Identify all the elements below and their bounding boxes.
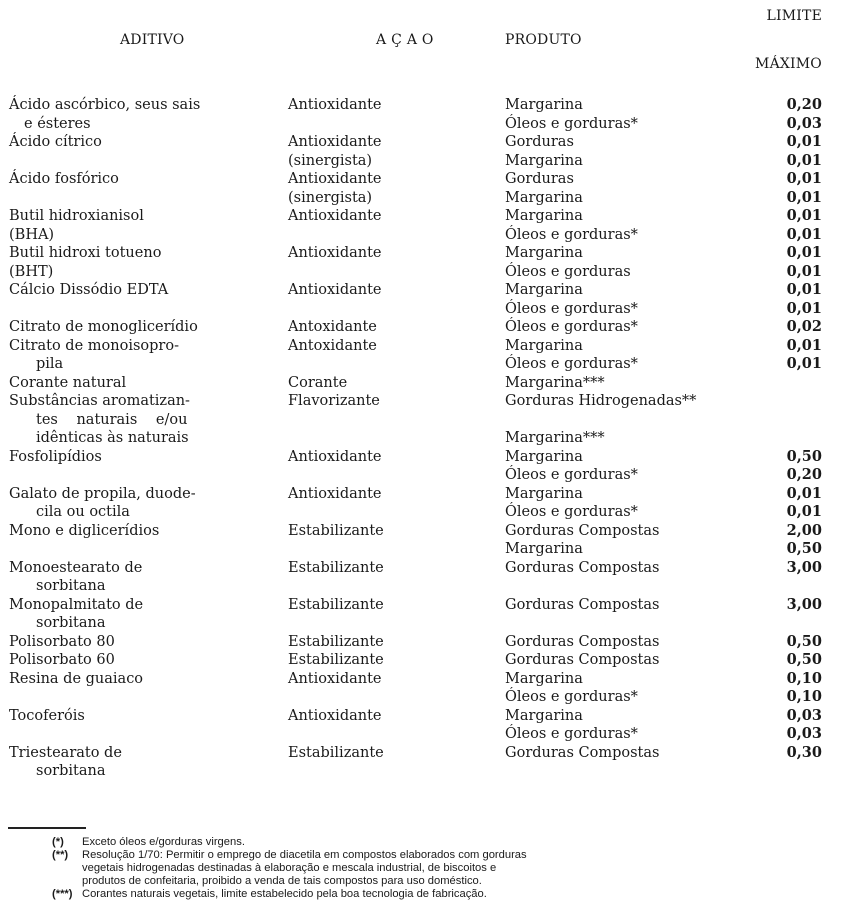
cell-aditivo: Monoestearato de — [9, 559, 143, 576]
cell-acao: (sinergista) — [288, 189, 373, 206]
cell-limite: 0,01 — [786, 225, 822, 243]
cell-produto: Gorduras Compostas — [505, 559, 660, 576]
header-produto: PRODUTO — [505, 32, 582, 48]
cell-produto: Margarina — [505, 448, 583, 465]
table-row — [0, 670, 841, 689]
cell-produto: Óleos e gorduras* — [505, 300, 638, 317]
cell-produto: Margarina — [505, 152, 583, 169]
cell-produto: Margarina — [505, 707, 583, 724]
cell-limite: 0,01 — [786, 299, 822, 317]
cell-produto: Margarina — [505, 670, 583, 687]
cell-aditivo: tes naturais e/ou — [36, 411, 188, 428]
cell-aditivo: (BHA) — [9, 226, 55, 243]
cell-limite: 0,01 — [786, 188, 822, 206]
table-row — [0, 115, 841, 134]
cell-limite: 0,01 — [786, 336, 822, 354]
cell-aditivo: Butil hidroxi totueno — [9, 245, 162, 261]
cell-limite: 0,01 — [786, 484, 822, 502]
cell-aditivo: sorbitana — [36, 615, 106, 631]
cell-aditivo: pila — [36, 356, 64, 372]
footnote-line — [0, 888, 841, 901]
cell-limite: 0,01 — [786, 244, 822, 261]
footnote-text: Exceto óleos e/gorduras virgens. — [82, 836, 245, 848]
cell-aditivo: Tocoferóis — [9, 707, 85, 724]
additives-table — [0, 96, 841, 781]
cell-produto: Gorduras — [505, 134, 574, 150]
cell-acao: Estabilizante — [288, 744, 384, 761]
cell-aditivo: Fosfolipídios — [9, 448, 102, 465]
cell-acao: Estabilizante — [288, 652, 384, 668]
footnote-text: vegetais hidrogenadas destinadas à elaboração e mescala industrial, de biscoitos e — [82, 862, 497, 874]
header-acao: AÇAO — [376, 32, 439, 48]
table-row — [0, 485, 841, 504]
cell-acao: Antioxidante — [288, 245, 382, 261]
cell-acao: Antoxidante — [288, 319, 377, 335]
cell-aditivo: Citrato de monoisopro- — [9, 337, 179, 354]
table-row — [0, 503, 841, 522]
footnote-mark: (*) — [52, 836, 64, 848]
cell-limite: 0,01 — [786, 151, 822, 169]
cell-aditivo: e ésteres — [24, 115, 91, 132]
cell-acao: Antioxidante — [288, 282, 382, 298]
cell-limite: 0,20 — [786, 466, 822, 483]
table-row — [0, 300, 841, 319]
cell-produto: Gorduras Compostas — [505, 522, 660, 539]
cell-produto: Óleos e gorduras* — [505, 226, 638, 243]
cell-produto: Óleos e gorduras* — [505, 726, 638, 742]
footnotes — [0, 836, 841, 901]
cell-aditivo: idênticas às naturais — [36, 430, 189, 446]
cell-acao: Antioxidante — [288, 171, 382, 187]
table-row — [0, 189, 841, 208]
table-row — [0, 318, 841, 337]
table-row — [0, 707, 841, 726]
cell-limite: 0,50 — [786, 540, 822, 557]
cell-aditivo: Substâncias aromatizan- — [9, 393, 190, 409]
table-row — [0, 263, 841, 282]
cell-aditivo: Corante natural — [9, 374, 127, 391]
table-row — [0, 744, 841, 763]
footnote-line — [0, 836, 841, 849]
cell-produto: Óleos e gorduras* — [505, 356, 638, 372]
cell-limite: 0,50 — [786, 651, 822, 668]
cell-produto: Margarina — [505, 97, 583, 113]
cell-produto: Margarina — [505, 282, 583, 298]
cell-produto: Margarina — [505, 485, 583, 502]
cell-produto: Óleos e gorduras — [505, 263, 631, 280]
cell-limite: 0,03 — [786, 114, 822, 132]
cell-acao: Corante — [288, 374, 348, 391]
cell-produto: Óleos e gorduras* — [505, 504, 638, 520]
cell-produto: Margarina*** — [505, 374, 605, 391]
table-row — [0, 244, 841, 263]
cell-acao: Antioxidante — [288, 670, 382, 687]
cell-produto: Gorduras Compostas — [505, 633, 660, 650]
cell-limite: 3,00 — [786, 595, 822, 613]
table-row — [0, 374, 841, 393]
table-row — [0, 633, 841, 652]
cell-aditivo: Resina de guaiaco — [9, 670, 144, 687]
table-row — [0, 596, 841, 615]
table-row — [0, 152, 841, 171]
table-row — [0, 355, 841, 374]
table-row — [0, 411, 841, 430]
table-row — [0, 466, 841, 485]
cell-aditivo: cila ou octila — [36, 504, 130, 520]
cell-limite: 0,03 — [786, 725, 822, 742]
footnote-text: Corantes naturais vegetais, limite estabelecido pela boa tecnologia de fabricação. — [82, 888, 487, 900]
cell-acao: Antioxidante — [288, 208, 382, 224]
cell-limite: 0,01 — [786, 503, 822, 520]
cell-aditivo: Citrato de monoglicerídio — [9, 319, 198, 335]
table-row — [0, 96, 841, 115]
cell-aditivo: Ácido fosfórico — [9, 171, 119, 187]
footnote-line — [0, 862, 841, 875]
table-row — [0, 281, 841, 300]
cell-aditivo: Ácido ascórbico, seus sais — [9, 97, 201, 113]
cell-produto: Margarina — [505, 208, 583, 224]
cell-acao: Antioxidante — [288, 97, 382, 113]
cell-acao: Antioxidante — [288, 134, 382, 150]
cell-acao: Antioxidante — [288, 707, 382, 724]
table-row — [0, 762, 841, 781]
cell-aditivo: sorbitana — [36, 763, 106, 779]
cell-produto: Gorduras Compostas — [505, 744, 660, 761]
cell-aditivo: Galato de propila, duode- — [9, 485, 196, 502]
cell-aditivo: (BHT) — [9, 263, 54, 280]
table-row — [0, 540, 841, 559]
table-row — [0, 429, 841, 448]
cell-produto: Margarina*** — [505, 430, 605, 446]
cell-limite: 0,03 — [786, 706, 822, 724]
footnote-mark: (***) — [52, 888, 73, 900]
footnote-line — [0, 875, 841, 888]
table-row — [0, 170, 841, 189]
cell-acao: Antioxidante — [288, 485, 382, 502]
cell-aditivo: sorbitana — [36, 578, 106, 594]
cell-produto: Margarina — [505, 541, 583, 557]
cell-limite: 0,50 — [786, 447, 822, 465]
cell-limite: 0,01 — [786, 133, 822, 150]
cell-acao: Flavorizante — [288, 393, 380, 409]
cell-limite: 3,00 — [786, 558, 822, 576]
table-row — [0, 392, 841, 411]
cell-produto: Gorduras Compostas — [505, 596, 660, 613]
cell-produto: Margarina — [505, 337, 583, 354]
cell-aditivo: Cálcio Dissódio EDTA — [9, 282, 169, 298]
table-row — [0, 614, 841, 633]
cell-acao: Estabilizante — [288, 522, 384, 539]
table-row — [0, 226, 841, 245]
header-limite: LIMITE — [766, 8, 822, 24]
table-row — [0, 651, 841, 670]
footnote-text: produtos de confeitaria, proibido a venda de tais compostos para uso doméstico. — [82, 875, 482, 887]
cell-produto: Óleos e gorduras* — [505, 467, 638, 483]
cell-produto: Óleos e gorduras* — [505, 689, 638, 705]
cell-limite: 0,02 — [786, 318, 822, 335]
cell-acao: (sinergista) — [288, 152, 373, 169]
cell-limite: 0,01 — [786, 262, 822, 280]
table-row — [0, 725, 841, 744]
cell-acao: Estabilizante — [288, 596, 384, 613]
cell-produto: Gorduras — [505, 171, 574, 187]
cell-aditivo: Ácido cítrico — [9, 134, 102, 150]
cell-acao: Antioxidante — [288, 448, 382, 465]
table-row — [0, 577, 841, 596]
cell-aditivo: Butil hidroxianisol — [9, 208, 144, 224]
cell-limite: 0,01 — [786, 170, 822, 187]
cell-limite: 0,01 — [786, 355, 822, 372]
table-row — [0, 559, 841, 578]
footnote-mark: (**) — [52, 849, 69, 861]
cell-limite: 0,01 — [786, 207, 822, 224]
cell-aditivo: Polisorbato 80 — [9, 633, 115, 650]
header-aditivo: ADITIVO — [120, 32, 185, 48]
cell-acao: Estabilizante — [288, 559, 384, 576]
cell-aditivo: Monopalmitato de — [9, 596, 144, 613]
cell-limite: 0,10 — [786, 688, 822, 705]
cell-limite: 0,30 — [786, 743, 822, 761]
cell-aditivo: Polisorbato 60 — [9, 652, 115, 668]
cell-limite: 0,50 — [786, 632, 822, 650]
cell-aditivo: Triestearato de — [9, 744, 122, 761]
table-row — [0, 448, 841, 467]
footnote-text: Resolução 1/70: Permitir o emprego de diacetila em compostos elaborados com gorduras — [82, 849, 527, 861]
cell-aditivo: Mono e diglicerídios — [9, 522, 160, 539]
cell-limite: 0,20 — [786, 96, 822, 113]
table-row — [0, 207, 841, 226]
cell-acao: Antoxidante — [288, 337, 377, 354]
cell-limite: 0,01 — [786, 281, 822, 298]
cell-produto: Óleos e gorduras* — [505, 115, 638, 132]
cell-produto: Gorduras Hidrogenadas** — [505, 393, 697, 409]
cell-produto: Óleos e gorduras* — [505, 319, 638, 335]
footnote-divider — [8, 827, 86, 829]
cell-limite: 0,10 — [786, 669, 822, 687]
cell-produto: Gorduras Compostas — [505, 652, 660, 668]
table-row — [0, 688, 841, 707]
cell-produto: Margarina — [505, 189, 583, 206]
table-row — [0, 337, 841, 356]
table-row — [0, 522, 841, 541]
footnote-line — [0, 849, 841, 862]
cell-limite: 2,00 — [786, 521, 822, 539]
cell-produto: Margarina — [505, 245, 583, 261]
header-maximo: MÁXIMO — [755, 56, 822, 72]
cell-acao: Estabilizante — [288, 633, 384, 650]
table-row — [0, 133, 841, 152]
